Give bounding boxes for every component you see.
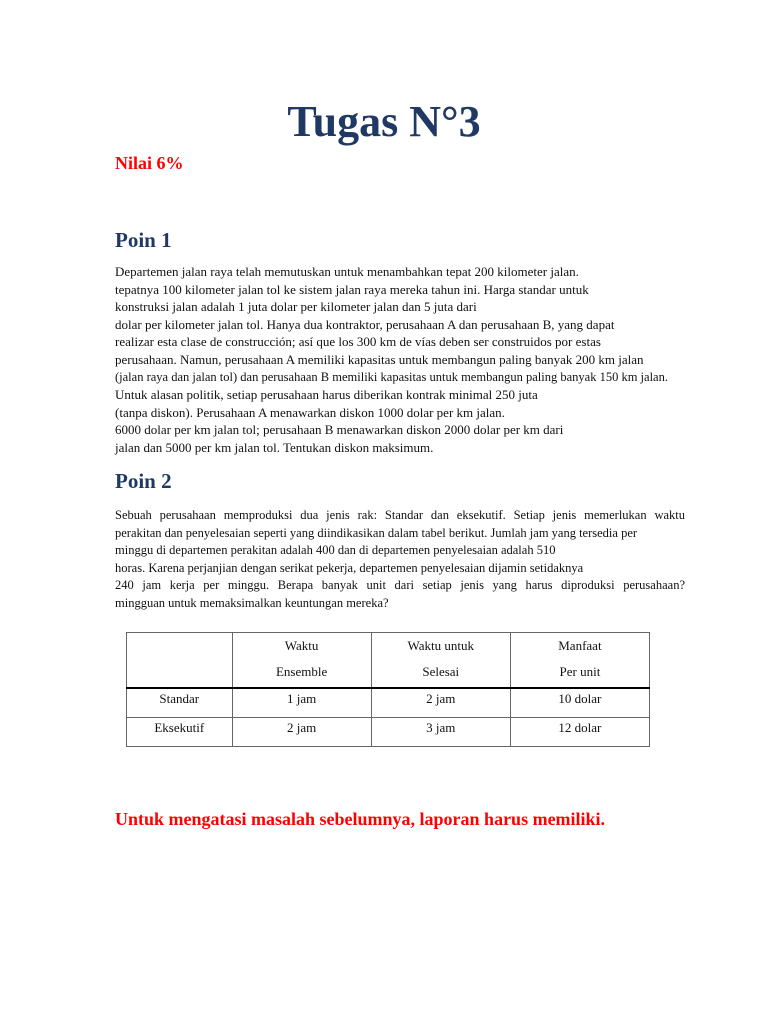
table-cell: 2 jam [371, 688, 510, 718]
table-cell: Eksekutif [127, 718, 233, 747]
paragraph-line: perusahaan. Namun, perusahaan A memiliki kapasitas untuk membangun paling banyak 200 km jalan [115, 351, 644, 367]
paragraph-line: Sebuah perusahaan memproduksi dua jenis rak: Standar dan eksekutif. Setiap jenis memerlukan waktu [115, 508, 685, 522]
grade-label: Nilai 6% [115, 153, 184, 173]
section-2-paragraph [115, 507, 685, 613]
table-cell: 2 jam [232, 718, 371, 747]
table-row [127, 688, 650, 718]
paragraph-line: (jalan raya dan jalan tol) dan perusahaan B memiliki kapasitas untuk membangun paling banyak 150 km jalan. [115, 369, 668, 384]
section-1-paragraph [115, 263, 685, 457]
paragraph-line: konstruksi jalan adalah 1 juta dolar per kilometer jalan dan 5 juta dari [115, 299, 477, 315]
paragraph-line: dolar per kilometer jalan tol. Hanya dua kontraktor, perusahaan A dan perusahaan B, yang dapat [115, 316, 615, 332]
table-header-row [127, 633, 650, 689]
paragraph-line: jalan dan 5000 per km jalan tol. Tentukan diskon maksimum. [115, 439, 434, 455]
header-line: Waktu untuk [407, 638, 474, 653]
paragraph-line: mingguan untuk memaksimalkan keuntungan mereka? [115, 595, 389, 610]
paragraph-line: Departemen jalan raya telah memutuskan untuk menambahkan tepat 200 kilometer jalan. [115, 264, 579, 279]
paragraph-line: tepatnya 100 kilometer jalan tol ke sistem jalan raya mereka tahun ini. Harga standar untuk [115, 281, 589, 297]
paragraph-line: 6000 dolar per km jalan tol; perusahaan B menawarkan diskon 2000 dolar per km dari [115, 422, 564, 438]
paragraph-line: perakitan dan penyelesaian seperti yang diindikasikan dalam tabel berikut. Jumlah jam yang tersedia per [115, 525, 638, 540]
table-cell: 3 jam [371, 718, 510, 747]
header-line: Per unit [559, 664, 601, 679]
paragraph-line: 240 jam kerja per minggu. Berapa banyak unit dari setiap jenis yang harus diproduksi perusahaan? [115, 578, 685, 593]
paragraph-line: minggu di departemen perakitan adalah 400 dan di departemen penyelesaian adalah 510 [115, 543, 556, 558]
table-header-cell [127, 633, 233, 689]
section-1-heading: Poin 1 [115, 228, 172, 252]
header-line: Waktu [284, 638, 319, 653]
paragraph-line: Untuk alasan politik, setiap perusahaan harus diberikan kontrak minimal 250 juta [115, 387, 538, 403]
table-cell: 10 dolar [510, 688, 649, 718]
rack-time-table [126, 632, 650, 747]
paragraph-line: realizar esta clase de construcción; así que los 300 km de vías deben ser construidos por estas [115, 334, 601, 350]
table-cell: 12 dolar [510, 718, 649, 747]
table-cell: Standar [127, 688, 233, 718]
table-row [127, 718, 650, 747]
report-requirement-note: Untuk mengatasi masalah sebelumnya, laporan harus memiliki. [115, 809, 606, 829]
document-title: Tugas N°3 [287, 97, 481, 146]
table-header-cell [371, 633, 510, 689]
header-line: Selesai [422, 664, 460, 679]
table-cell: 1 jam [232, 688, 371, 718]
section-2-heading: Poin 2 [115, 469, 172, 493]
table-header-cell [232, 633, 371, 689]
header-line: Ensemble [275, 664, 328, 679]
header-line: Manfaat [558, 638, 602, 653]
paragraph-line: horas. Karena perjanjian dengan serikat pekerja, departemen penyelesaian dijamin setidaknya [115, 560, 584, 575]
paragraph-line: (tanpa diskon). Perusahaan A menawarkan diskon 1000 dolar per km jalan. [115, 404, 505, 420]
table-header-cell [510, 633, 649, 689]
